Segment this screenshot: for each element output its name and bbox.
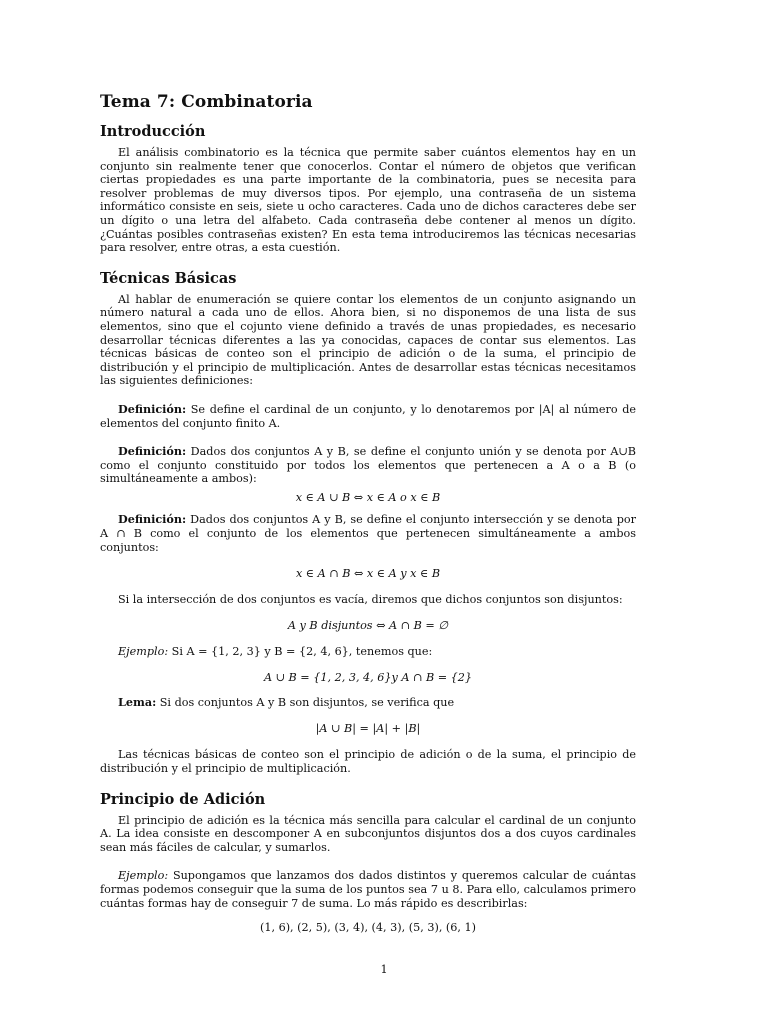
section-heading-tecnicas-basicas: Técnicas Básicas: [100, 269, 237, 287]
ejemplo-text: Supongamos que lanzamos dos dados distintos y queremos calcular de cuántas formas podemos conseguir que la suma de los puntos sea 7 u 8. Para ello, calculamos primero cuántas formas hay de conseguir 7 de suma. Lo más rápido es describirlas:: [100, 869, 636, 910]
ejemplo-label: Ejemplo:: [118, 869, 169, 883]
equation-intersection: x ∈ A ∩ B ⇔ x ∈ A y x ∈ B: [295, 567, 441, 581]
ejemplo-text: Si A = {1, 2, 3} y B = {2, 4, 6}, tenemos que:: [171, 645, 433, 659]
definition-text: Dados dos conjuntos A y B, se define el conjunto intersección y se denota por A ∩ B como el conjunto de los elementos que pertenecen simultáneamente a ambos conjuntos:: [100, 513, 636, 554]
definition-label: Definición:: [118, 512, 187, 527]
equation-lema: |A ∪ B| = |A| + |B|: [315, 721, 421, 735]
basicas-paragraph: Al hablar de enumeración se quiere contar los elementos de un conjunto asignando un número natural a cada uno de ellos. Ahora bien, si no disponemos de una lista de sus elementos, sino que el cojunto viene definido a través de unas propiedades, es necesario desarrollar técnicas diferentes a las ya conocidas, capaces de contar sus elementos. Las técnicas básicas de conteo son el principio de adición o de la suma, el principio de distribución y el principio de multiplicación. Antes de desarrollar estas técnicas necesitamos las siguientes definiciones:: [100, 292, 636, 388]
equation-union: x ∈ A ∪ B ⇔ x ∈ A o x ∈ B: [295, 490, 441, 504]
equation-ejemplo: A ∪ B = {1, 2, 3, 4, 6}y A ∩ B = {2}: [263, 670, 473, 684]
disjuntos-paragraph: Si la intersección de dos conjuntos es vacía, diremos que dichos conjuntos son disjuntos:: [118, 592, 623, 606]
definition-label: Definición:: [118, 401, 187, 416]
lema-label: Lema:: [118, 695, 157, 710]
section-heading-introduccion: Introducción: [100, 123, 206, 140]
ejemplo-dados: [100, 869, 636, 910]
lema-paragraph: [100, 696, 636, 710]
closing-paragraph: Las técnicas básicas de conteo son el principio de adición o de la suma, el principio de distribución y el principio de multiplicación.: [100, 748, 636, 775]
definition-cardinal: [100, 403, 636, 430]
ejemplo-conjuntos: [100, 645, 636, 659]
definition-text: Dados dos conjuntos A y B, se define el conjunto unión y se denota por A∪B como el conjunto constituido por todos los elementos que pertenecen a A o a B (o simultáneamente a ambos):: [100, 445, 636, 486]
definition-label: Definición:: [118, 444, 187, 459]
adicion-paragraph: El principio de adición es la técnica más sencilla para calcular el cardinal de un conjunto A. La idea consiste en descomponer A en subconjuntos disjuntos dos a dos cuyos cardinales sean más fáciles de calcular, y sumarlos.: [100, 813, 636, 854]
page-number: 1: [380, 963, 388, 976]
intro-paragraph: El análisis combinatorio es la técnica que permite saber cuántos elementos hay en un conjunto sin realmente tener que conocerlos. Contar el número de objetos que verifican ciertas propiedades es una parte importante de la combinatoria, pues se necesita para resolver problemas de muy diversos tipos. Por ejemplo, una contraseña de un sistema informático consiste en seis, siete u ocho caracteres. Cada uno de dichos caracteres debe ser un dígito o una letra del alfabeto. Cada contraseña debe contener al menos un dígito. ¿Cuántas posibles contraseñas existen? En esta tema introduciremos las técnicas necesarias para resolver, entre otras, a esta cuestión.: [100, 146, 636, 255]
document-page: [100, 92, 636, 935]
equation-disjuntos: A y B disjuntos ⇔ A ∩ B = ∅: [287, 619, 449, 633]
definition-union: [100, 445, 636, 486]
section-heading-principio-adicion: Principio de Adición: [100, 790, 266, 808]
definition-text: Se define el cardinal de un conjunto, y lo denotaremos por |A| al número de elementos del conjunto finito A.: [100, 402, 636, 430]
lema-text: Si dos conjuntos A y B son disjuntos, se verifica que: [159, 696, 455, 710]
definition-intersection: [100, 513, 636, 554]
equation-pairs: (1, 6), (2, 5), (3, 4), (4, 3), (5, 3), (6, 1): [259, 921, 477, 935]
page-title: Tema 7: Combinatoria: [100, 92, 313, 112]
ejemplo-label: Ejemplo:: [118, 645, 169, 659]
